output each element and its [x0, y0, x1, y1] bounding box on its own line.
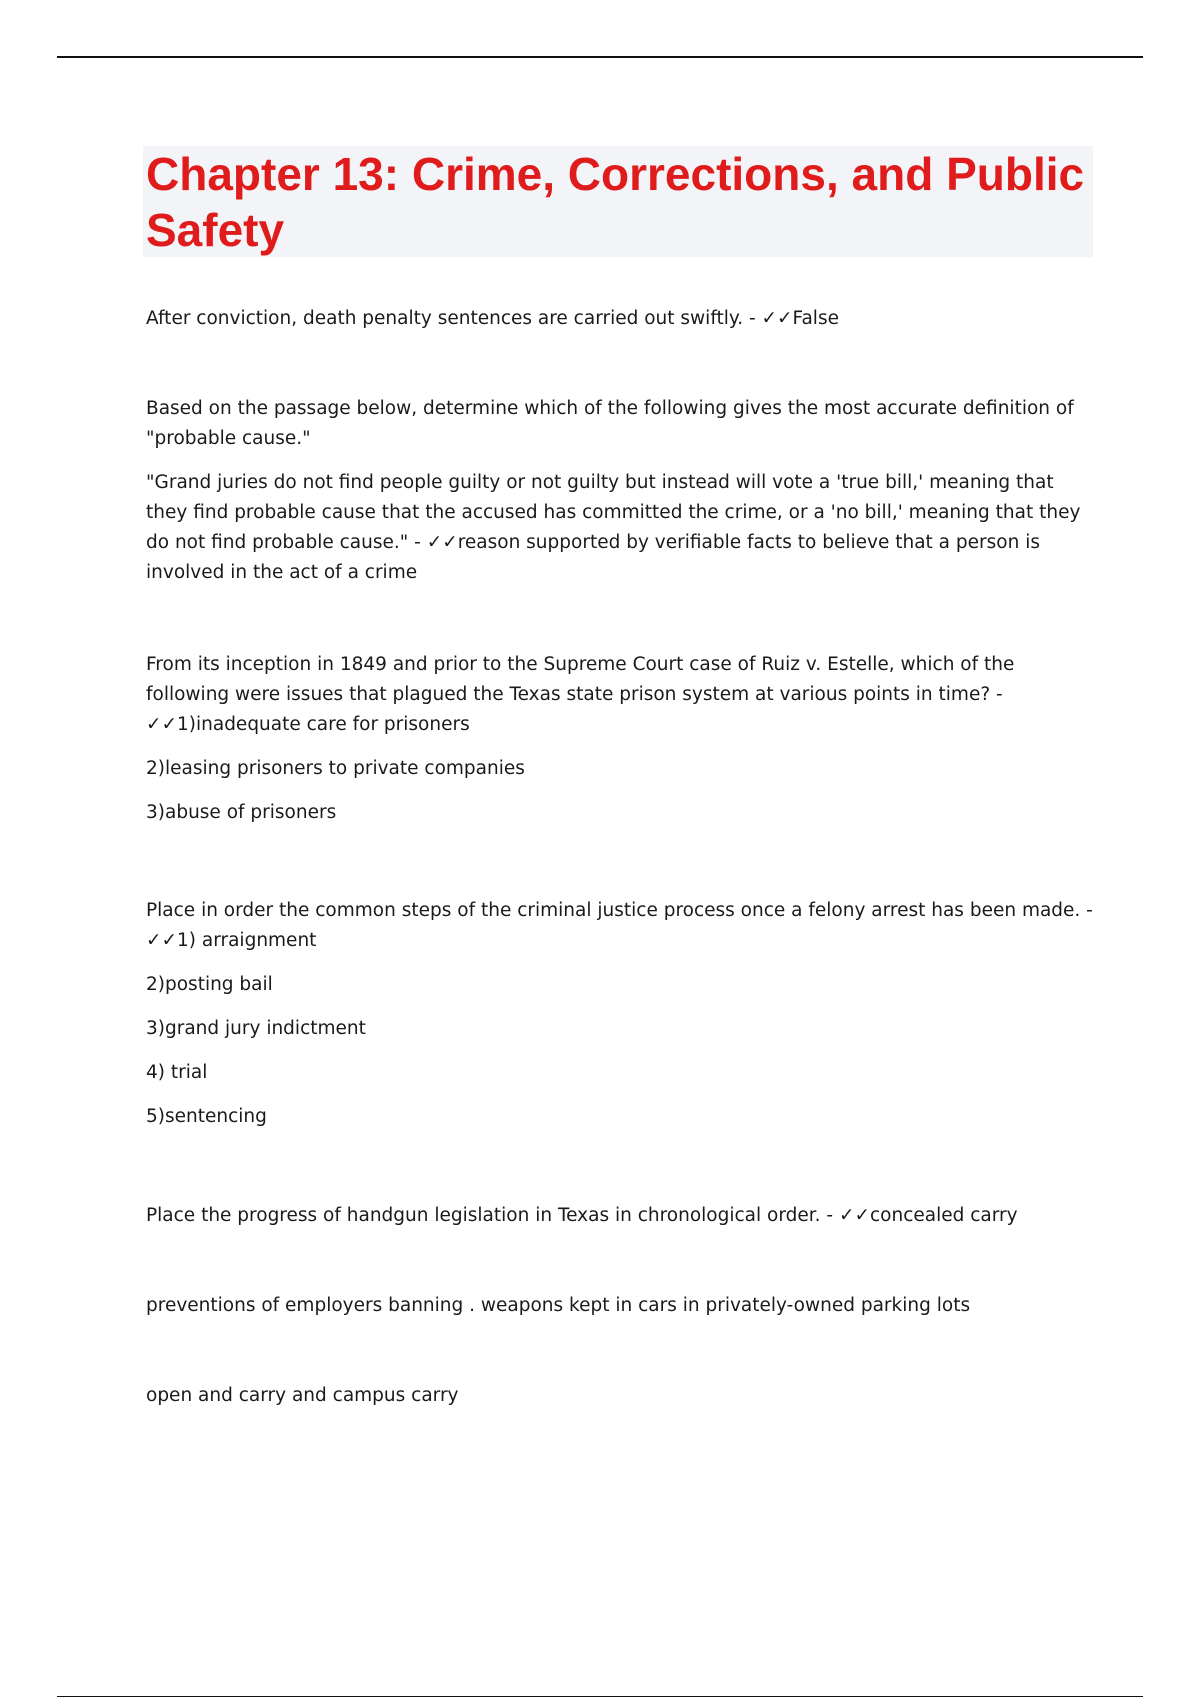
- title-block: [143, 146, 1093, 257]
- qa-list-item: 4) trial: [146, 1062, 208, 1083]
- qa-list-item: 5)sentencing: [146, 1106, 267, 1127]
- qa-list-item: open and carry and campus carry: [146, 1385, 459, 1406]
- page-title: Chapter 13: Crime, Corrections, and Public Safety: [146, 148, 1085, 256]
- qa-list-item: 2)posting bail: [146, 974, 273, 995]
- qa-list-item: 3)abuse of prisoners: [146, 802, 337, 823]
- qa-list-item: preventions of employers banning . weapons kept in cars in privately-owned parking lots: [146, 1295, 971, 1316]
- qa-question: From its inception in 1849 and prior to the Supreme Court case of Ruiz v. Estelle, which of the following were issues that plagued the Texas state prison system at various points in time? - ✓✓1)inadequate care for prisoners: [146, 654, 1015, 735]
- qa-item-5: [146, 1201, 1096, 1411]
- qa-question: Based on the passage below, determine which of the following gives the most accurate definition of "probable cause.": [146, 398, 1074, 449]
- qa-list-item: 2)leasing prisoners to private companies: [146, 758, 525, 779]
- qa-list-item: 3)grand jury indictment: [146, 1018, 366, 1039]
- qa-item-3: [146, 650, 1096, 828]
- qa-question: Place the progress of handgun legislation in Texas in chronological order. - ✓✓concealed carry: [146, 1205, 1018, 1226]
- qa-text: After conviction, death penalty sentences are carried out swiftly. - ✓✓False: [146, 308, 839, 329]
- qa-question: Place in order the common steps of the criminal justice process once a felony arrest has been made. - ✓✓1) arraignment: [146, 900, 1093, 951]
- qa-item-4: [146, 896, 1096, 1132]
- bottom-rule: [57, 1696, 1143, 1697]
- qa-item-1: [146, 304, 1096, 334]
- qa-item-2: [146, 394, 1096, 588]
- qa-answer: "Grand juries do not find people guilty or not guilty but instead will vote a 'true bill,' meaning that they find probable cause that the accused has committed the crime, or a 'no bill,' meaning that they do not find probable cause." - ✓✓reason supported by verifiable facts to believe that a person is involved in the act of a crime: [146, 472, 1081, 583]
- top-rule: [57, 56, 1143, 58]
